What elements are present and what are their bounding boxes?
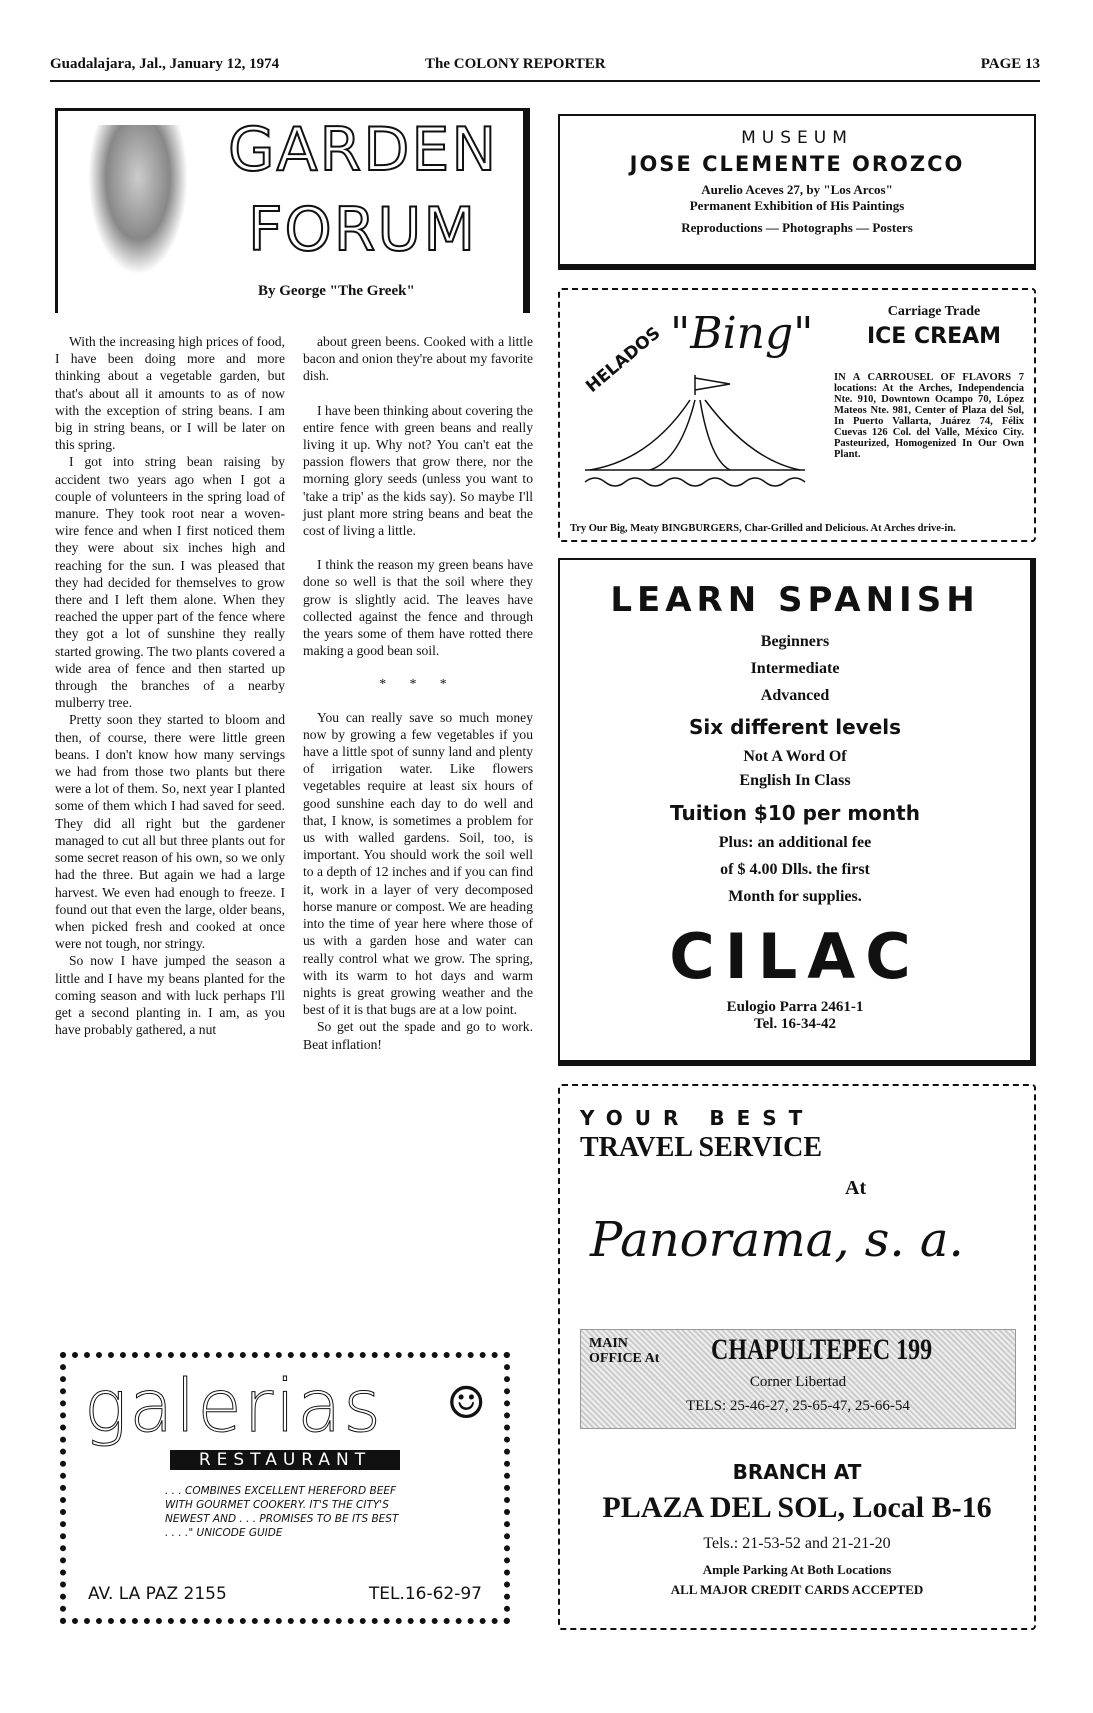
- cilac-telephone: Tel. 16-34-42: [754, 1016, 836, 1032]
- tuition: Tuition $10 per month: [670, 801, 920, 825]
- article-column-1: [55, 333, 285, 1038]
- english-in-class: English In Class: [739, 772, 851, 789]
- museum-exhibition: Permanent Exhibition of His Paintings: [689, 198, 905, 213]
- fee-line-3: Month for supplies.: [728, 888, 862, 905]
- article-column-2: [303, 333, 533, 1053]
- parking-note: Ample Parking At Both Locations: [702, 1562, 892, 1577]
- at-label: At: [845, 1177, 867, 1199]
- branch-at: BRANCH AT: [732, 1460, 862, 1484]
- galerias-ad: [60, 1352, 510, 1624]
- six-levels: Six different levels: [688, 715, 902, 739]
- level-beginners: Beginners: [760, 633, 830, 650]
- main-office-label: MAIN OFFICE At: [589, 1336, 660, 1366]
- helados-logo: HELADOS: [582, 323, 665, 397]
- your-best: YOUR BEST: [580, 1106, 815, 1130]
- level-intermediate: Intermediate: [750, 660, 840, 677]
- bing-logo: "Bing": [670, 308, 814, 359]
- paragraph: I think the reason my green beans have done so well is that the soil where they grow is slightly acid. The leaves have collected against the fence and through the years some of them have rotted there making a good bean soil.: [303, 557, 533, 659]
- museum-address: Aurelio Aceves 27, by "Los Arcos": [701, 182, 893, 197]
- paragraph: So now I have jumped the season a little and I have my beans planted for the coming season and with luck perhaps I'll get a second planting in. I am, as you have probably gathered, a nut: [55, 953, 285, 1038]
- learn-spanish-title: LEARN SPANISH: [610, 580, 980, 620]
- museum-ad: [558, 114, 1036, 270]
- address: AV. LA PAZ 2155: [88, 1584, 227, 1604]
- travel-service-title: TRAVEL SERVICE: [580, 1132, 823, 1163]
- museum-heading: MUSEUM: [741, 128, 853, 148]
- fee-line-2: of $ 4.00 Dlls. the first: [720, 861, 870, 878]
- paragraph: I got into string bean raising by accident two years ago when I got a couple of volunteers in the spring load of manure. They took root near a woven-wire fence and when I first noticed them they were about six inches high and reaching for the sun. I was pleased that they had decided for themselves to grow there and I left them alone. When they reached the upper part of the fence where they got a lot of sunshine they really started growing. The two plants covered a wide area of fence and then started up through the branches of a nearby mulberry tree.: [55, 454, 285, 711]
- restaurant-label: RESTAURANT: [170, 1450, 400, 1470]
- locations-text: IN A CARROUSEL OF FLAVORS 7 locations: At the Arches, Independencia Nte. 910, Downtown Ocampo 70, López Mateos Nte. 981, Center of Plaza del Sol, In Puerto Vallarta, Juárez 74, Félix Cuevas 126 Col. del Valle, México City. Pasteurized, Homogenized In Our Own Plant.: [834, 372, 1024, 460]
- garden-title: GARDEN: [228, 115, 499, 185]
- main-telephones: TELS: 25-46-27, 25-65-47, 25-66-54: [686, 1398, 910, 1414]
- page-number: PAGE 13: [980, 56, 1040, 72]
- cilac-address: Eulogio Parra 2461-1: [726, 999, 864, 1015]
- forum-title: FORUM: [248, 195, 478, 265]
- review-quote: . . . COMBINES EXCELLENT HEREFORD BEEF WITH GOURMET COOKERY. IT'S THE CITY'S NEWEST AND . . . PROMISES TO BE ITS BEST . . . ." UNICODE GUIDE: [165, 1485, 399, 1539]
- paragraph: Pretty soon they started to bloom and then, of course, there were little green beans. I don't know how many servings we had from those two plants but there were a lot of them. So, next year I planted some of them which I had saved for seed. They did all right but the gardener managed to cut all but three plants out for some secret reason of his own, so we only had the three. But again we had a large harvest. We even had enough to freeze. I found out that even the large, older beans, when picked fresh and cooked at once were not tough, nor stringy.: [55, 712, 285, 952]
- ice-cream-ad: [558, 288, 1036, 542]
- paragraph: You can really save so much money now by growing a few vegetables if you have a little spot of sunny land and plenty of irrigation water. Like flowers vegetables require at least six hours of good sunshine each day to do well and that, I know, is sometimes a problem for us with walled gardens. Soil, too, is important. You should work the soil well to a depth of 12 inches and if you can find it, work in a layer of very decomposed horse manure or compost. We are heading into the time of year here where those of us with a garden hose and water can really control what we grow. The spring, with its warm to hot days and warm nights is great growing weather and the best of it is that bugs are at a low point.: [303, 709, 533, 1018]
- section-separator: * * *: [379, 676, 457, 692]
- chapultepec-address: CHAPULTEPEC 199: [711, 1333, 933, 1366]
- travel-service-ad: [558, 1084, 1036, 1630]
- credit-cards-note: ALL MAJOR CREDIT CARDS ACCEPTED: [670, 1582, 924, 1597]
- museum-products: Reproductions — Photographs — Posters: [681, 220, 913, 235]
- level-advanced: Advanced: [760, 687, 830, 704]
- carousel-icon: [580, 370, 810, 490]
- ice-cream-title: ICE CREAM: [866, 324, 1002, 349]
- carriage-trade: Carriage Trade: [887, 304, 981, 319]
- paragraph: So get out the spade and go to work. Beat inflation!: [303, 1019, 533, 1052]
- corner-libertad: Corner Libertad: [749, 1374, 847, 1390]
- paragraph: I have been thinking about covering the entire fence with green beans and really living it up. Why not? You can't eat the passion flowers that grow there, nor the morning glory seeds (unless you want to 'take a trip' as the kids say). So maybe I'll just plant more string beans and beat the cost of living a little.: [303, 402, 533, 539]
- main-office-box: [580, 1329, 1016, 1429]
- paragraph: about green beens. Cooked with a little bacon and onion they're about my favorite dish.: [303, 334, 533, 384]
- greek-bust-image: [88, 125, 188, 275]
- fee-line-1: Plus: an additional fee: [718, 834, 872, 851]
- byline: By George "The Greek": [258, 283, 415, 299]
- paragraph: With the increasing high prices of food, I have been doing more and more thinking about a vegetable garden, but that's about all it amounts to as of now with the exception of string beans. I am big in string beans, or I will be later on this spring.: [55, 334, 285, 453]
- telephone: TEL.16-62-97: [368, 1584, 482, 1604]
- galerias-logo: galerias: [84, 1364, 383, 1448]
- museum-name: JOSE CLEMENTE OROZCO: [629, 152, 965, 176]
- chef-icon: ☺: [446, 1378, 486, 1429]
- cilac-brand: CILAC: [669, 920, 921, 993]
- not-a-word: Not A Word Of: [743, 748, 847, 765]
- dateline: Guadalajara, Jal., January 12, 1974: [50, 56, 280, 72]
- plaza-del-sol: PLAZA DEL SOL, Local B-16: [602, 1491, 992, 1524]
- publication-name: The COLONY REPORTER: [425, 56, 606, 72]
- garden-forum-masthead: [55, 108, 530, 313]
- page-header: [50, 56, 1040, 82]
- learn-spanish-ad: [558, 558, 1036, 1066]
- bingburgers-text: Try Our Big, Meaty BINGBURGERS, Char-Grilled and Delicious. At Arches drive-in.: [570, 523, 956, 534]
- panorama-logo: Panorama, s. a.: [590, 1212, 964, 1268]
- branch-telephones: Tels.: 21-53-52 and 21-21-20: [703, 1535, 891, 1552]
